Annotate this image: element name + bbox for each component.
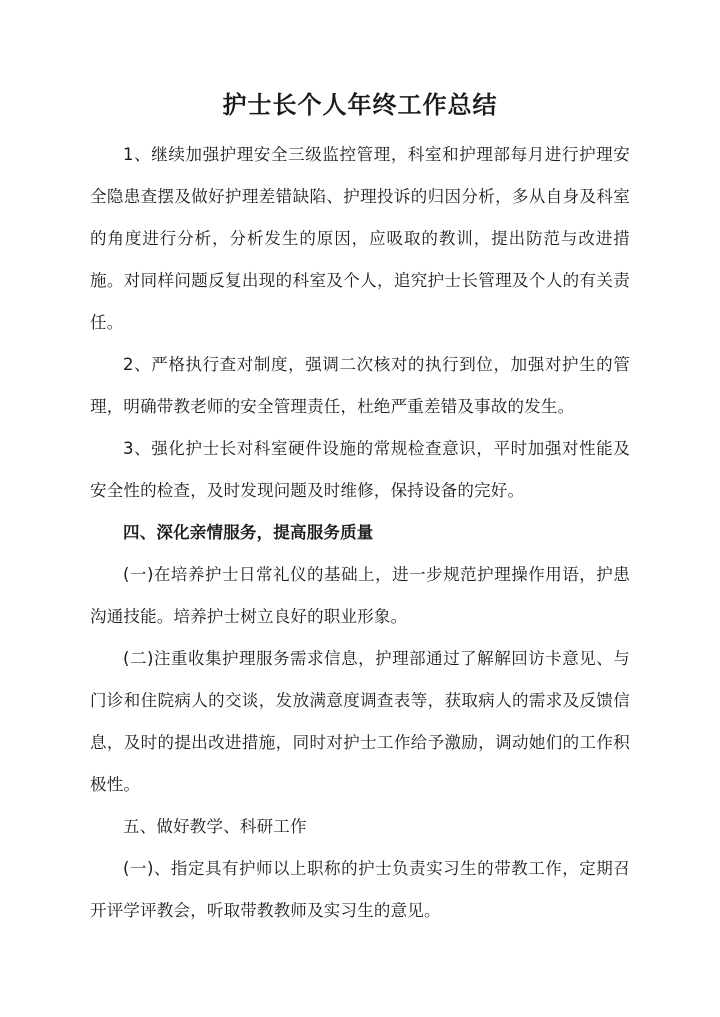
paragraph-3: 3、强化护士长对科室硬件设施的常规检查意识，平时加强对性能及安全性的检查，及时发现问题及时维修，保持设备的完好。 [90, 439, 630, 500]
section-heading-5: 五、做好教学、科研工作 [123, 817, 307, 836]
section-heading-4: 四、深化亲情服务，提高服务质量 [123, 523, 374, 542]
paragraph-4-2: (二)注重收集护理服务需求信息，护理部通过了解解回访卡意见、与门诊和住院病人的交谈，发放满意度调查表等，获取病人的需求及反馈信息，及时的提出改进措施，同时对护士工作给予激励，调动她们的工作积极性。 [90, 649, 630, 794]
paragraph-4-1: (一)在培养护士日常礼仪的基础上，进一步规范护理操作用语，护患沟通技能。培养护士树立良好的职业形象。 [90, 565, 630, 626]
paragraph-5-1: (一)、指定具有护师以上职称的护士负责实习生的带教工作，定期召开评学评教会，听取带教教师及实习生的意见。 [90, 859, 630, 920]
paragraph-2: 2、严格执行查对制度，强调二次核对的执行到位，加强对护生的管理，明确带教老师的安全管理责任，杜绝严重差错及事故的发生。 [90, 355, 630, 416]
paragraph-1: 1、继续加强护理安全三级监控管理，科室和护理部每月进行护理安全隐患查摆及做好护理差错缺陷、护理投诉的归因分析，多从自身及科室的角度进行分析，分析发生的原因，应吸取的教训，提出防范与改进措施。对同样问题反复出现的科室及个人，追究护士长管理及个人的有关责任。 [90, 145, 630, 332]
document-title: 护士长个人年终工作总结 [222, 91, 498, 119]
